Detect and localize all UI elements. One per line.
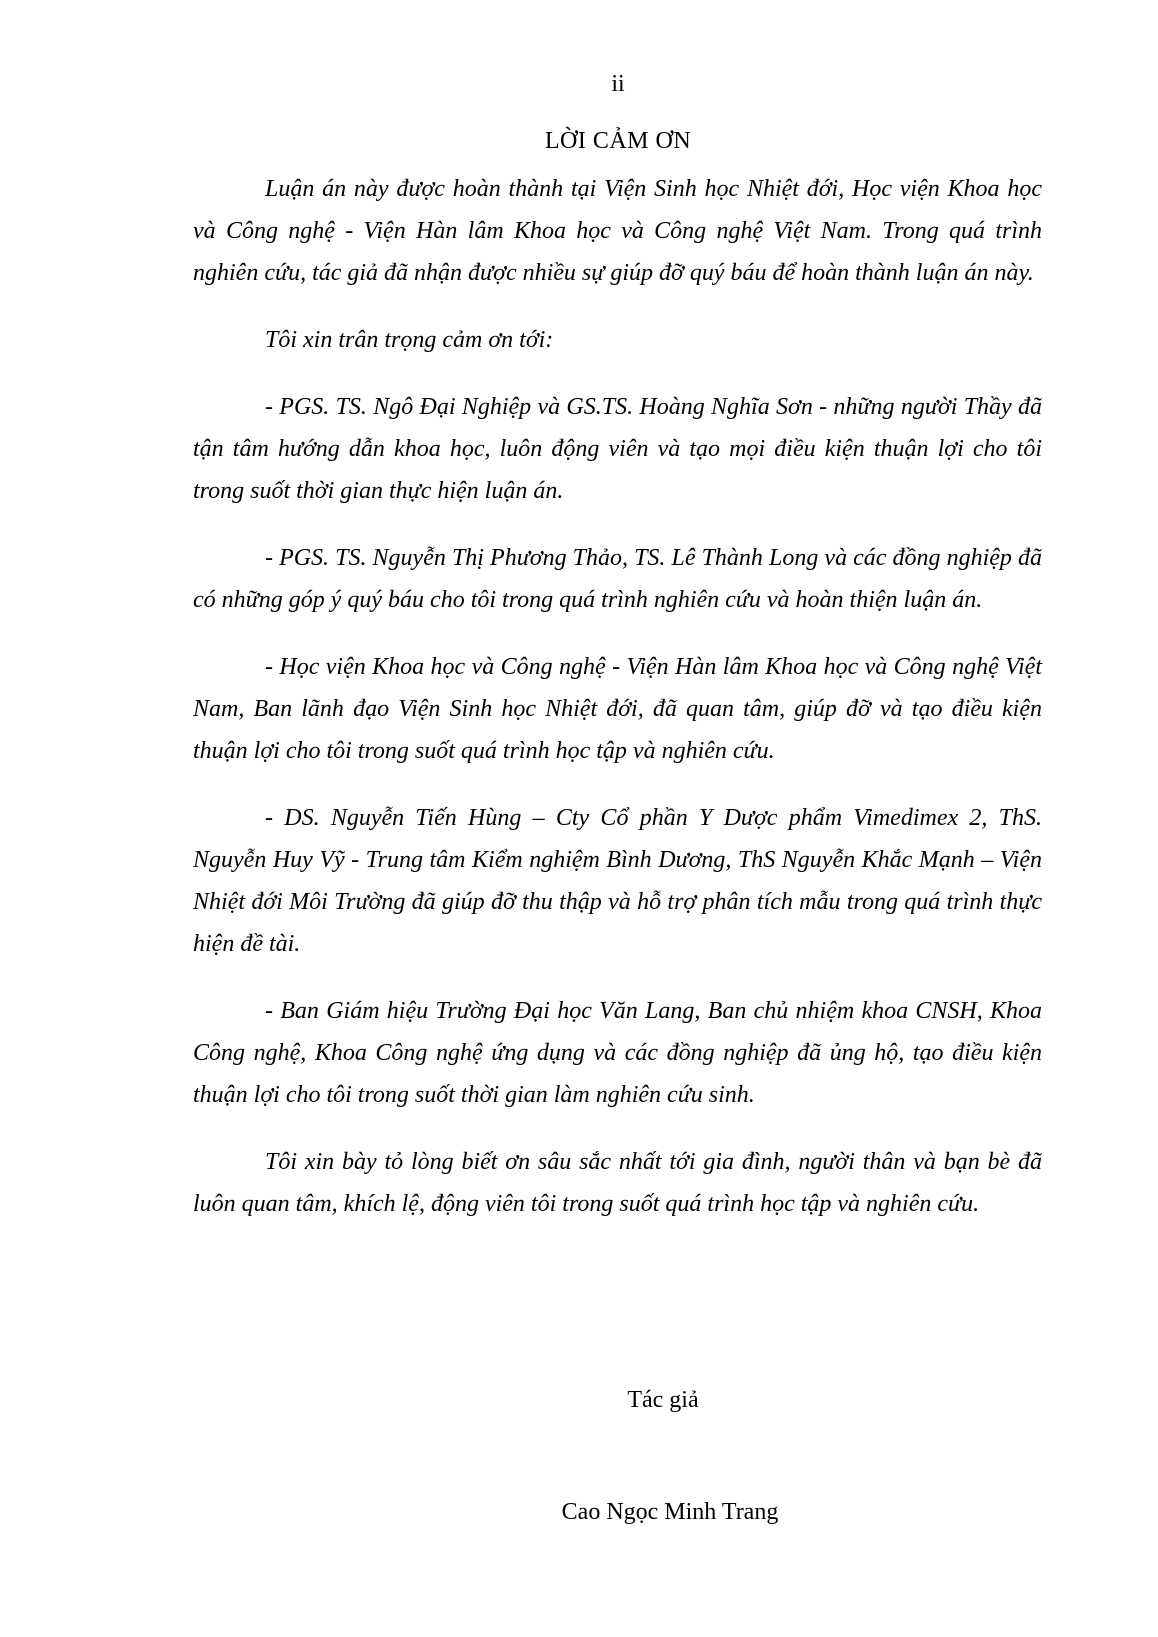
paragraph-university: - Ban Giám hiệu Trường Đại học Văn Lang, Ban chủ nhiệm khoa CNSH, Khoa Công nghệ, Khoa Công nghệ ứng dụng và các đồng nghiệp đã ủng hộ, tạo điều kiện thuận lợi cho tôi trong suốt thời gian làm nghiên cứu sinh.: [193, 998, 1042, 1108]
signature-name: Cao Ngọc Minh Trang: [561, 1499, 779, 1525]
paragraph-thanks-lead: Tôi xin trân trọng cảm ơn tới:: [265, 327, 554, 353]
paragraph-advisors: - PGS. TS. Ngô Đại Nghiệp và GS.TS. Hoàng Nghĩa Sơn - những người Thầy đã tận tâm hướng dẫn khoa học, luôn động viên và tạo mọi điều kiện thuận lợi cho tôi trong suốt thời gian thực hiện luận án.: [193, 394, 1042, 504]
page-title: LỜI CẢM ƠN: [544, 128, 692, 154]
paragraph-intro: Luận án này được hoàn thành tại Viện Sinh học Nhiệt đới, Học viện Khoa học và Công nghệ - Viện Hàn lâm Khoa học và Công nghệ Việt Nam. Trong quá trình nghiên cứu, tác giả đã nhận được nhiều sự giúp đỡ quý báu để hoàn thành luận án này.: [193, 176, 1042, 286]
acknowledgement-body: [193, 168, 1042, 1225]
page-number: ii: [611, 71, 625, 97]
signature-role: Tác giả: [627, 1387, 699, 1413]
paragraph-colleagues: - PGS. TS. Nguyễn Thị Phương Thảo, TS. Lê Thành Long và các đồng nghiệp đã có những góp ý quý báu cho tôi trong quá trình nghiên cứu và hoàn thiện luận án.: [193, 545, 1042, 613]
paragraph-institutions: - Học viện Khoa học và Công nghệ - Viện Hàn lâm Khoa học và Công nghệ Việt Nam, Ban lãnh đạo Viện Sinh học Nhiệt đới, đã quan tâm, giúp đỡ và tạo điều kiện thuận lợi cho tôi trong suốt quá trình học tập và nghiên cứu.: [193, 654, 1042, 764]
paragraph-sample-support: - DS. Nguyễn Tiến Hùng – Cty Cổ phần Y Dược phẩm Vimedimex 2, ThS. Nguyễn Huy Vỹ - Trung tâm Kiểm nghiệm Bình Dương, ThS Nguyễn Khắc Mạnh – Viện Nhiệt đới Môi Trường đã giúp đỡ thu thập và hỗ trợ phân tích mẫu trong quá trình thực hiện đề tài.: [193, 805, 1042, 957]
paragraph-family: Tôi xin bày tỏ lòng biết ơn sâu sắc nhất tới gia đình, người thân và bạn bè đã luôn quan tâm, khích lệ, động viên tôi trong suốt quá trình học tập và nghiên cứu.: [193, 1149, 1042, 1217]
